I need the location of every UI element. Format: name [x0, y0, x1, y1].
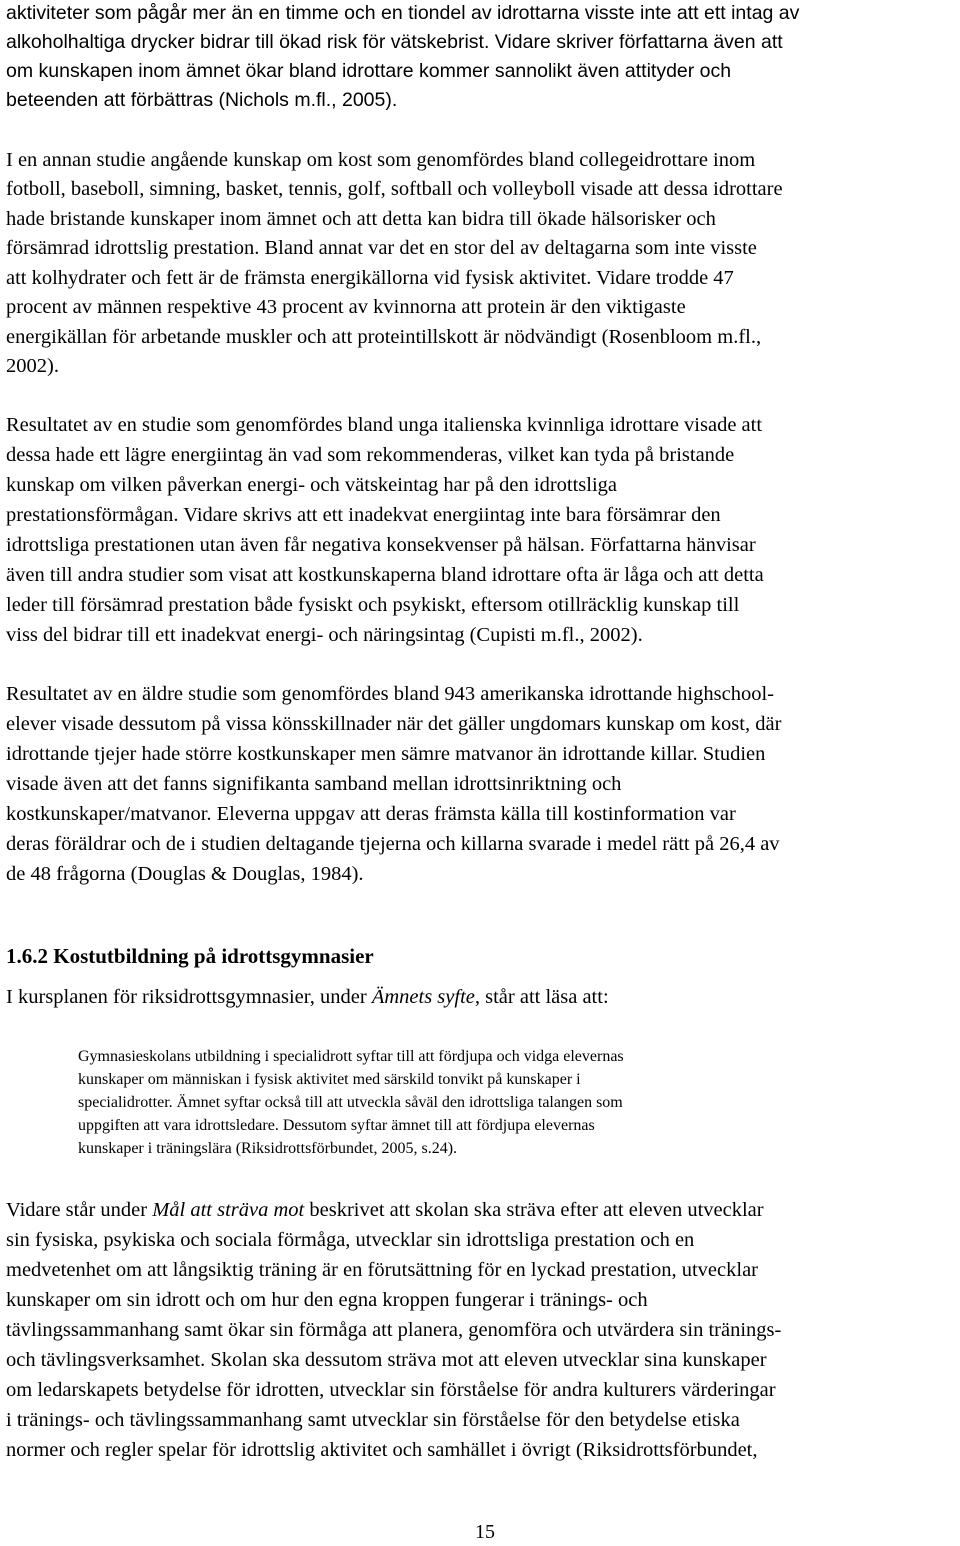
text-line: om ledarskapets betydelse för idrotten, utvecklar sin förståelse för andra kulturers värderingar [6, 1379, 776, 1401]
text-line: visade även att det fanns signifikanta samband mellan idrottsinriktning och [6, 773, 622, 795]
text-line: prestationsförmågan. Vidare skrivs att ett inadekvat energiintag inte bara försämrar den [6, 504, 721, 526]
text-line: kunskap om vilken påverkan energi- och vätskeintag har på den idrottsliga [6, 474, 618, 496]
intro-text-end: , står att läsa att: [474, 986, 609, 1008]
text-line: alkoholhaltiga drycker bidrar till ökad risk för vätskebrist. Vidare skriver författarna även att [6, 31, 783, 53]
mal-text-end: beskrivet att skolan ska sträva efter att eleven utvecklar [304, 1199, 764, 1221]
text-line: även till andra studier som visat att kostkunskaperna bland idrottare ofta är låga och att detta [6, 564, 764, 586]
text-line: de 48 frågorna (Douglas & Douglas, 1984). [6, 863, 364, 885]
text-line: viss del bidrar till ett inadekvat energi- och näringsintag (Cupisti m.fl., 2002). [6, 624, 643, 646]
kursplan-intro [6, 982, 609, 1012]
text-line: aktiviteter som pågår mer än en timme och en tiondel av idrottarna visste inte att ett intag av [6, 2, 800, 24]
quote-line: uppgiften att vara idrottsledare. Dessutom syftar ämnet till att fördjupa elevernas [78, 1117, 595, 1134]
text-line: i tränings- och tävlingssammanhang samt utvecklar sin förståelse för den betydelse etiska [6, 1409, 740, 1431]
text-line: fotboll, baseboll, simning, basket, tennis, golf, softball och volleyboll visade att dessa idrottare [6, 178, 783, 200]
quote-line: kunskaper om människan i fysisk aktivitet med särskild tonvikt på kunskaper i [78, 1071, 581, 1088]
mal-text: Vidare står under [6, 1199, 153, 1221]
text-line: dessa hade ett lägre energiintag än vad som rekommenderas, vilket kan tyda på bristande [6, 444, 735, 466]
section-heading: 1.6.2 Kostutbildning på idrottsgymnasier [6, 944, 374, 968]
text-line: medvetenhet om att långsiktig träning är en förutsättning för en lyckad prestation, utvecklar [6, 1259, 759, 1281]
text-line: idrottande tjejer hade större kostkunskaper men sämre matvanor än idrottande killar. Studien [6, 743, 766, 765]
text-line: deras föräldrar och de i studien deltagande tjejerna och killarna svarade i medel rätt på 26,4 av [6, 833, 780, 855]
text-line: I en annan studie angående kunskap om kost som genomfördes bland collegeidrottare inom [6, 149, 756, 171]
text-line: att kolhydrater och fett är de främsta energikällorna vid fysisk aktivitet. Vidare trodde 47 [6, 267, 734, 289]
text-line: försämrad idrottslig prestation. Bland annat var det en stor del av deltagarna som inte visste [6, 237, 757, 259]
text-line: om kunskapen inom ämnet ökar bland idrottare kommer sannolikt även attityder och [6, 60, 732, 82]
page-number: 15 [475, 1521, 495, 1543]
text-line [6, 1195, 764, 1225]
mal-italic: Mål att sträva mot [152, 1199, 305, 1221]
quote-line: kunskaper i träningslära (Riksidrottsförbundet, 2005, s.24). [78, 1140, 458, 1157]
text-line: Resultatet av en äldre studie som genomfördes bland 943 amerikanska idrottande highschool- [6, 683, 774, 705]
text-line: normer och regler spelar för idrottslig aktivitet och samhället i övrigt (Riksidrottsförbundet, [6, 1439, 758, 1461]
intro-text: I kursplanen för riksidrottsgymnasier, under [6, 986, 372, 1008]
text-line: sin fysiska, psykiska och sociala förmåga, utvecklar sin idrottsliga prestation och en [6, 1229, 695, 1251]
text-line: hade bristande kunskaper inom ämnet och att detta kan bidra till ökade hälsorisker och [6, 208, 716, 230]
text-line: 2002). [6, 355, 59, 377]
text-line: procent av männen respektive 43 procent av kvinnorna att protein är den viktigaste [6, 296, 686, 318]
quote-line: specialidrotter. Ämnet syftar också till att utveckla såväl den idrottsliga talangen som [78, 1094, 623, 1111]
intro-italic: Ämnets syfte [371, 986, 475, 1008]
text-line: kunskaper om sin idrott och om hur den egna kroppen fungerar i tränings- och [6, 1289, 648, 1311]
text-line: idrottsliga prestationen utan även får negativa konsekvenser på hälsan. Författarna hänvisar [6, 534, 756, 556]
quote-line: Gymnasieskolans utbildning i specialidrott syftar till att fördjupa och vidga elevernas [78, 1048, 624, 1065]
text-line: Resultatet av en studie som genomfördes bland unga italienska kvinnliga idrottare visade att [6, 414, 763, 436]
text-line: kostkunskaper/matvanor. Eleverna uppgav att deras främsta källa till kostinformation var [6, 803, 736, 825]
text-line: beteenden att förbättras (Nichols m.fl., 2005). [6, 89, 398, 111]
text-line: tävlingssammanhang samt ökar sin förmåga att planera, genomföra och utvärdera sin tränings- [6, 1319, 782, 1341]
text-line: energikällan för arbetande muskler och att proteintillskott är nödvändigt (Rosenbloom m.fl., [6, 326, 762, 348]
text-line: leder till försämrad prestation både fysiskt och psykiskt, eftersom otillräcklig kunskap till [6, 594, 740, 616]
text-line: elever visade dessutom på vissa könsskillnader när det gäller ungdomars kunskap om kost, där [6, 713, 782, 735]
text-line: och tävlingsverksamhet. Skolan ska dessutom sträva mot att eleven utvecklar sina kunskaper [6, 1349, 767, 1371]
